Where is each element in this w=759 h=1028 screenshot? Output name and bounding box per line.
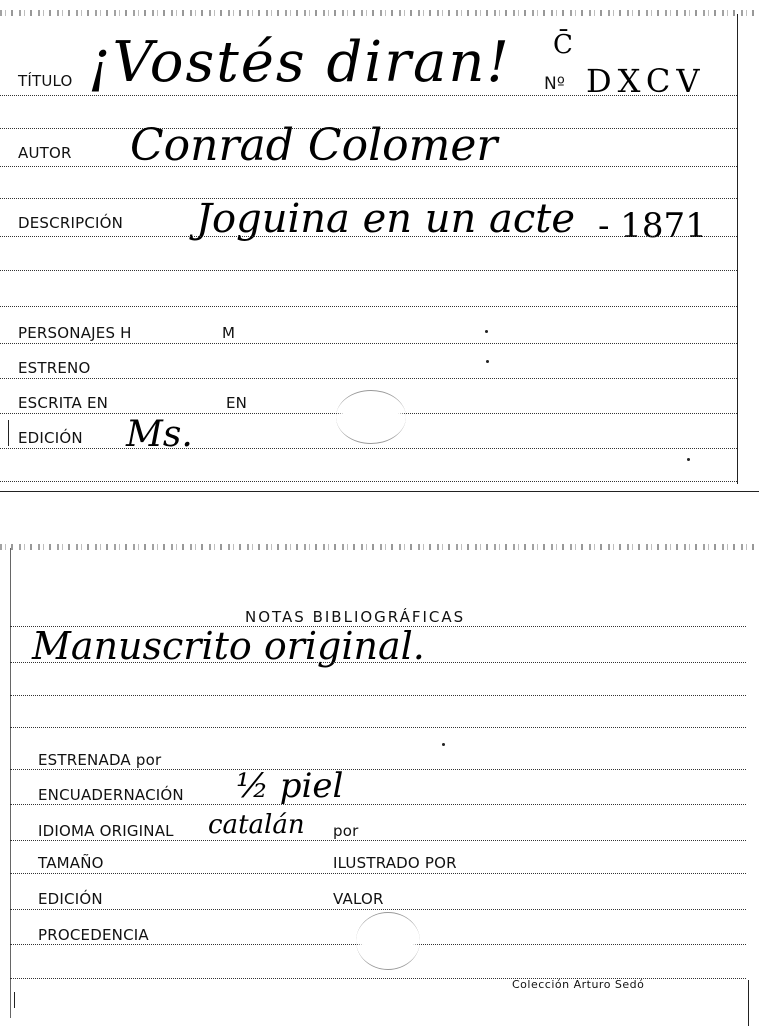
catalog-card-bottom — [0, 540, 759, 1028]
card-edge-top — [0, 10, 759, 16]
estreno-rule — [0, 378, 737, 379]
idioma-por-label: por — [333, 822, 359, 840]
procedencia-label: PROCEDENCIA — [38, 926, 149, 944]
edicion-value: Ms. — [126, 414, 193, 455]
descripcion-value: Joguina en un acte — [196, 196, 575, 242]
catalog-card-top — [0, 0, 759, 500]
card-cut-line — [0, 491, 759, 492]
autor-value: Conrad Colomer — [130, 120, 498, 171]
personajes-label: PERSONAJES H — [18, 324, 132, 342]
encuadernacion-value: ½ piel — [236, 766, 344, 806]
paper-smudge — [356, 912, 420, 970]
edicion-label: EDICIÓN — [18, 429, 83, 447]
card-left-edge — [10, 548, 11, 1018]
idioma-label: IDIOMA ORIGINAL — [38, 822, 174, 840]
autor-rule — [0, 166, 737, 167]
descripcion-label: DESCRIPCIÓN — [18, 214, 124, 232]
card-right-edge — [748, 980, 749, 1026]
paper-smudge — [336, 390, 406, 444]
estrenada-label: ESTRENADA por — [38, 751, 162, 769]
descripcion-year: - 1871 — [598, 206, 707, 246]
escrita-en-label: EN — [226, 394, 248, 412]
blank-rule-4 — [0, 306, 737, 307]
blank-rule-3 — [0, 270, 737, 271]
descripcion-rule — [0, 236, 737, 237]
escrita-label: ESCRITA EN — [18, 394, 109, 412]
estrenada-rule — [10, 769, 746, 770]
titulo-label: TÍTULO — [18, 72, 73, 90]
ink-dot — [687, 458, 690, 461]
collection-footer: Colección Arturo Sedó — [512, 978, 645, 991]
ilustrado-label: ILUSTRADO POR — [333, 854, 457, 872]
bottom-dotted-rule — [0, 481, 737, 482]
ink-dot — [485, 330, 488, 333]
titulo-value: ¡Vostés diran! — [88, 30, 511, 95]
personajes-m-label: M — [222, 324, 236, 342]
encuadernacion-rule — [10, 804, 746, 805]
numero-value: DXCV — [586, 62, 706, 100]
notas-rule-1 — [10, 662, 746, 663]
valor-label: VALOR — [333, 890, 384, 908]
notas-title: NOTAS BIBLIOGRÁFICAS — [245, 608, 466, 626]
notas-rule-3 — [10, 727, 746, 728]
idioma-value: catalán — [208, 810, 305, 840]
titulo-rule — [0, 95, 737, 96]
notas-value: Manuscrito original. — [32, 624, 425, 668]
edicion-tick — [8, 420, 9, 446]
edicion-rule — [0, 448, 737, 449]
encuadernacion-label: ENCUADERNACIÓN — [38, 786, 184, 804]
edicion-bottom-rule — [10, 909, 746, 910]
personajes-rule — [0, 343, 737, 344]
card-right-edge — [737, 14, 738, 484]
edicion-bottom-label: EDICIÓN — [38, 890, 103, 908]
tamano-rule — [10, 873, 746, 874]
numero-label: Nº — [544, 74, 566, 94]
notas-rule-2 — [10, 695, 746, 696]
ink-dot — [486, 360, 489, 363]
left-tick — [14, 992, 15, 1008]
ink-dot — [442, 743, 445, 746]
titulo-mark: C̄ — [553, 30, 573, 60]
tamano-label: TAMAÑO — [38, 854, 104, 872]
idioma-rule — [10, 840, 746, 841]
autor-label: AUTOR — [18, 144, 72, 162]
estreno-label: ESTRENO — [18, 359, 91, 377]
card-edge-top — [0, 544, 759, 550]
